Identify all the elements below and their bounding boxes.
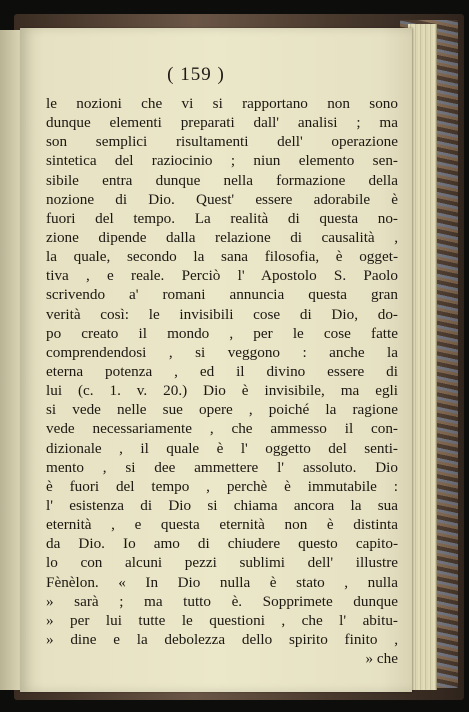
text-line: » per lui tutte le questioni , che l' abitu- xyxy=(46,611,398,629)
text-line: » che xyxy=(365,650,398,668)
text-line: mento , si dee ammettere l' assoluto. Dio xyxy=(46,458,398,476)
facing-page-edge xyxy=(0,30,20,690)
text-line: lui (c. 1. v. 20.) Dio è invisibile, ma egli xyxy=(46,382,398,400)
text-line: fuori del tempo. La realità di questa no- xyxy=(46,209,398,227)
text-line: le nozioni che vi si rapportano non sono xyxy=(46,95,398,112)
body-text xyxy=(46,94,398,668)
text-line: eternità , e questa eternità non è distinta xyxy=(46,516,398,534)
text-line: l' esistenza di Dio si chiama ancora la sua xyxy=(46,496,398,514)
text-line: tiva , e reale. Perciò l' Apostolo S. Paolo xyxy=(46,267,398,285)
text-line: è fuori del tempo , perchè è immutabile : xyxy=(46,477,398,495)
text-line: sintetica del raziocinio ; niun elemento sen- xyxy=(46,152,398,170)
text-line: da Dio. Io amo di chiudere questo capito- xyxy=(46,535,398,553)
text-line: po creato il mondo , per le cose fatte xyxy=(46,324,398,342)
text-line: dizionale , il quale è l' oggetto del senti- xyxy=(46,439,398,457)
text-line: » dine e la debolezza dello spirito finito , xyxy=(46,630,398,648)
text-line: eterna potenza , ed il divino essere di xyxy=(46,362,398,380)
page-block-edge xyxy=(408,24,437,690)
text-line: la quale, secondo la sana filosofia, è ogget- xyxy=(46,248,398,266)
page-number: ( 159 ) xyxy=(167,64,225,85)
text-line: son semplici risultamenti dell' operazione xyxy=(46,133,398,151)
text-line: dunque elementi preparati dall' analisi ; ma xyxy=(46,114,398,132)
text-line: » sarà ; ma tutto è. Sopprimete dunque xyxy=(46,592,398,610)
text-line: verità così: le invisibili cose di Dio, do- xyxy=(46,305,398,323)
text-line: si vede nelle sue opere , poiché la ragione xyxy=(46,401,398,419)
text-line: comprendendosi , si veggono : anche la xyxy=(46,343,398,361)
text-line: Fènèlon. « In Dio nulla è stato , nulla xyxy=(46,573,398,591)
text-line: lo con alcuni pezzi sublimi dell' illustre xyxy=(46,554,398,572)
text-line: sibile entra dunque nella formazione della xyxy=(46,171,398,189)
text-line: zione dipende dalla relazione di causalità , xyxy=(46,228,398,246)
text-line: nozione di Dio. Quest' essere adorabile è xyxy=(46,190,398,208)
text-line: vede necessariamente , che ammesso il con- xyxy=(46,420,398,438)
text-line: scrivendo a' romani annuncia questa gran xyxy=(46,286,398,304)
